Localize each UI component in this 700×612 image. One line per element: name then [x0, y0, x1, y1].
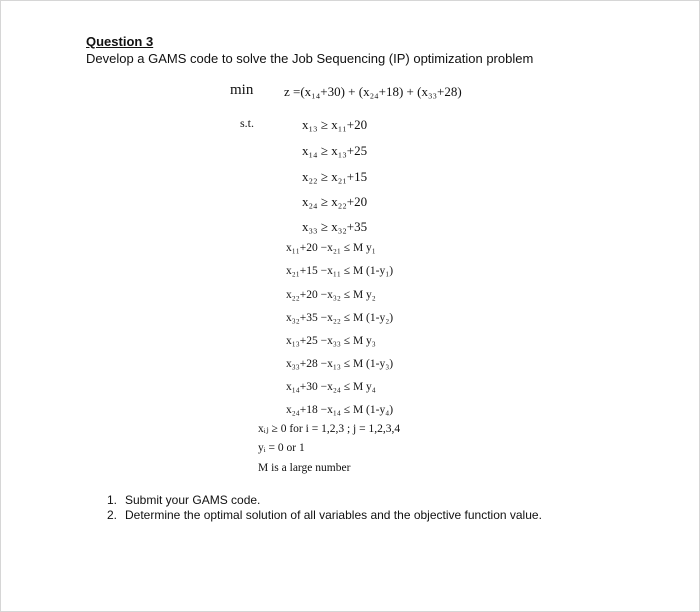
list-item-text: Determine the optimal solution of all variables and the objective function value. [125, 508, 542, 522]
constraint-6: x₁₁+20 −x₂₁ ≤ M y₁ [286, 242, 376, 254]
constraint-2: x₁₄ ≥ x₁₃+25 [302, 143, 368, 158]
constraint-8: x₂₂+20 −x₃₂ ≤ M y₂ [286, 289, 376, 301]
constraint-7: x₂₁+15 −x₁₁ ≤ M (1-y₁) [286, 265, 394, 277]
constraint-10: x₁₃+25 −x₃₃ ≤ M y₃ [286, 335, 376, 347]
binary-constraint: yᵢ = 0 or 1 [258, 442, 305, 454]
constraint-13: x₂₄+18 −x₁₄ ≤ M (1-y₄) [286, 404, 394, 416]
big-m-note: M is a large number [258, 462, 351, 474]
constraint-5: x₃₃ ≥ x₃₂+35 [302, 219, 368, 234]
subject-to-label: s.t. [240, 116, 255, 130]
task-list [107, 493, 542, 523]
list-item [107, 493, 542, 508]
constraint-1: x₁₃ ≥ x₁₁+20 [302, 117, 368, 132]
list-item-number: 2. [107, 508, 118, 522]
question-title: Question 3 [86, 34, 154, 49]
list-item-text: Submit your GAMS code. [125, 493, 261, 507]
constraint-3: x₂₂ ≥ x₂₁+15 [302, 169, 368, 184]
constraint-11: x₃₃+28 −x₁₃ ≤ M (1-y₃) [286, 358, 394, 370]
constraint-9: x₃₂+35 −x₂₂ ≤ M (1-y₂) [286, 312, 394, 324]
list-item-number: 1. [107, 493, 118, 507]
constraint-12: x₁₄+30 −x₂₄ ≤ M y₄ [286, 381, 376, 393]
question-subtitle: Develop a GAMS code to solve the Job Sequencing (IP) optimization problem [86, 51, 534, 66]
min-label: min [230, 82, 254, 98]
nonnegativity-constraint: xᵢⱼ ≥ 0 for i = 1,2,3 ; j = 1,2,3,4 [258, 423, 401, 435]
constraint-4: x₂₄ ≥ x₂₂+20 [302, 194, 368, 209]
objective-function: z =(x₁₄+30) + (x₂₄+18) + (x₃₃+28) [284, 84, 462, 99]
list-item [107, 508, 542, 523]
